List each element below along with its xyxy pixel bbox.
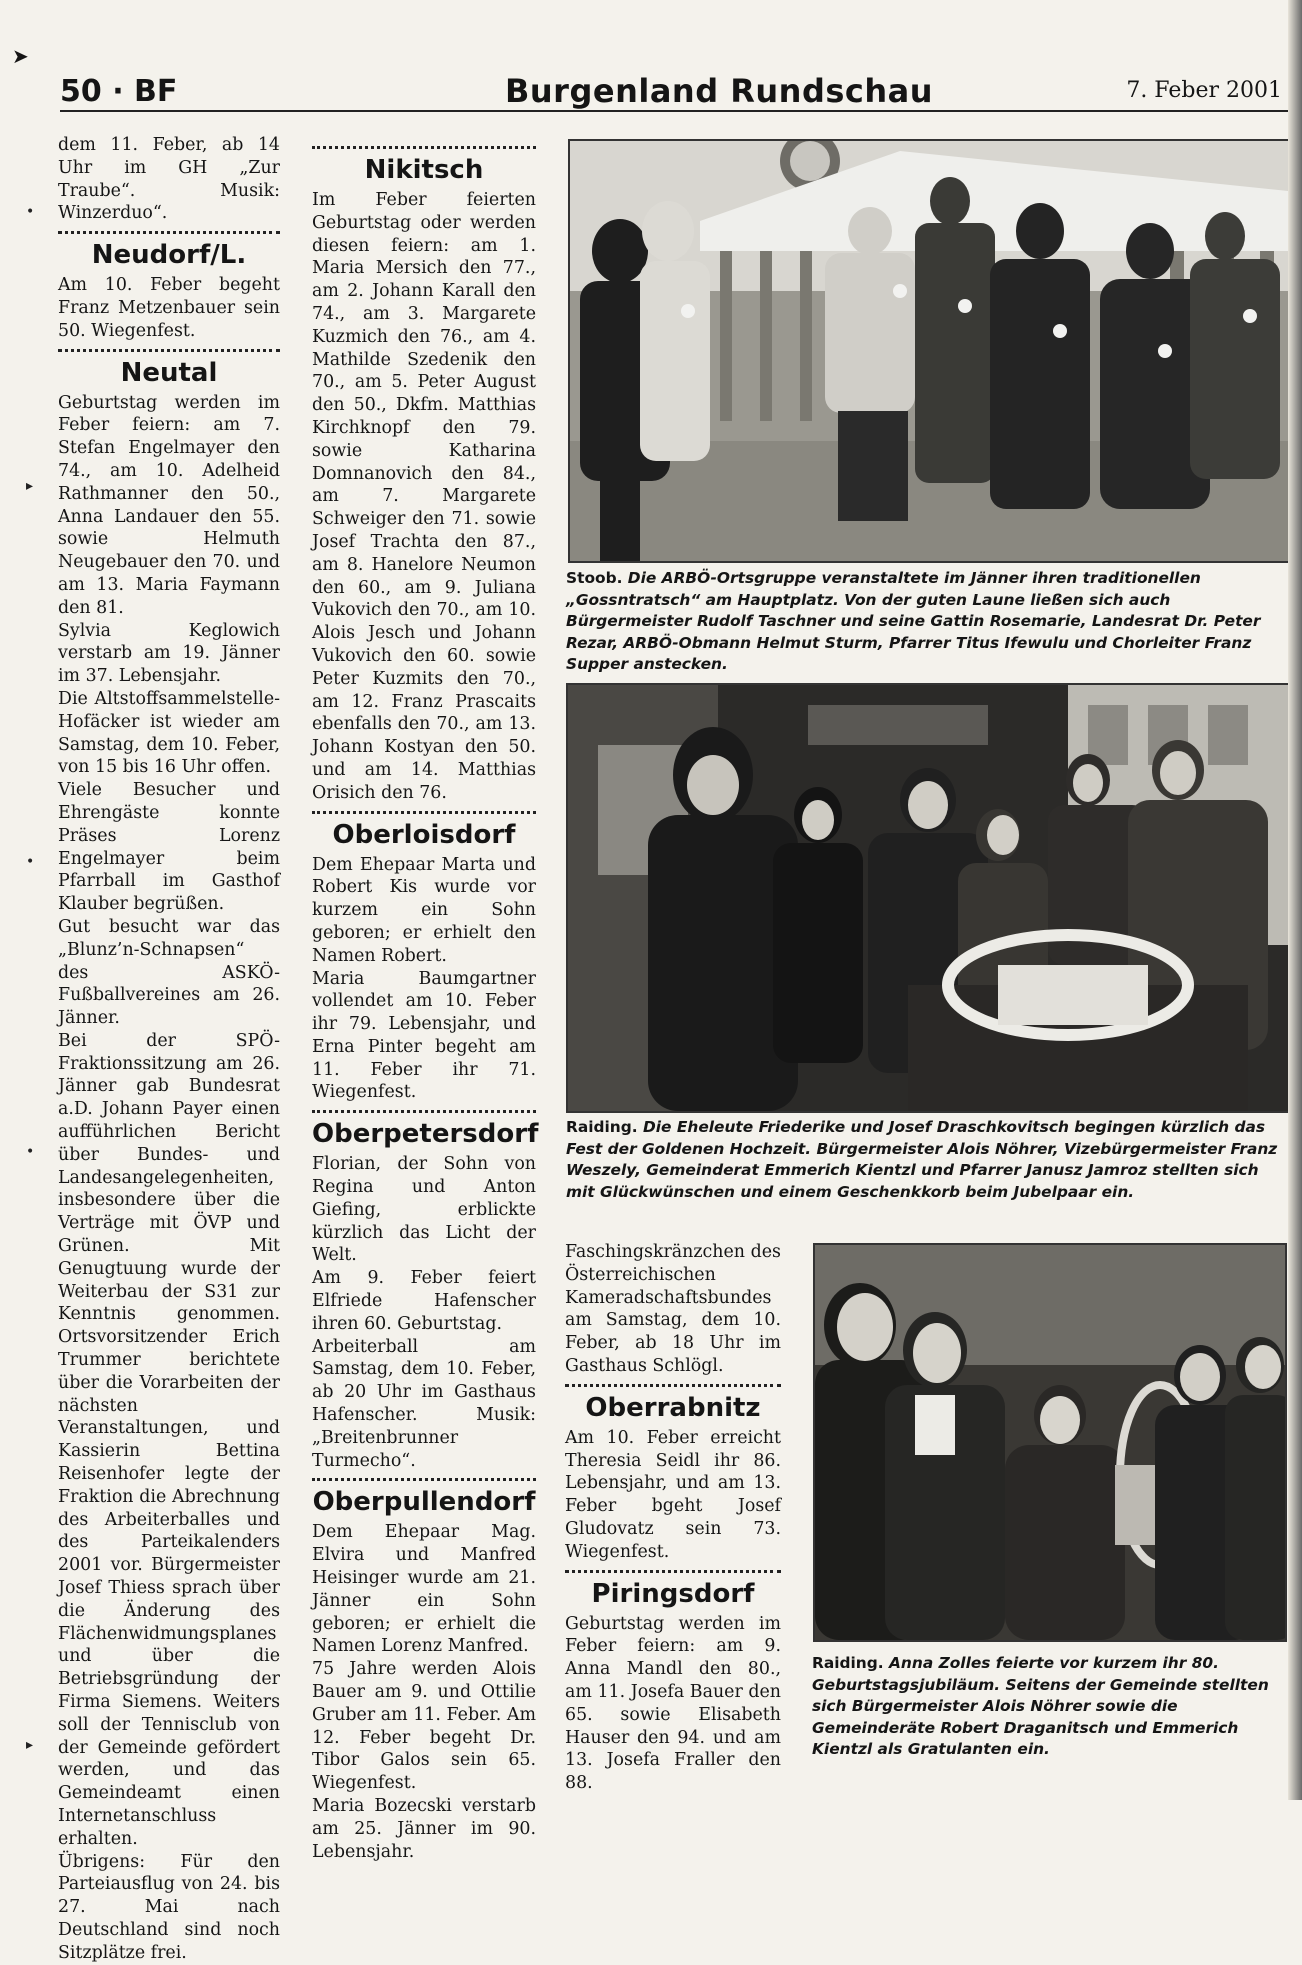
caption-stoob <box>566 568 1288 676</box>
page-number: 50 · BF <box>60 74 178 109</box>
section-divider <box>312 1478 536 1481</box>
margin-bullet-icon: • <box>26 1144 35 1160</box>
photo-raiding-birthday <box>813 1243 1287 1642</box>
text-kameradschaftsbund: Faschingskränzchen des Österreichischen Kameradschaftsbundes am Samstag, dem 10. Feber, ab 18 Uhr im Gasthaus Schlögl. <box>565 1242 781 1376</box>
text-oberpetersdorf-ball: Arbeiterball am Samstag, dem 10. Feber, ab 20 Uhr im Gasthaus Hafenscher. Musik: „Breitenbrunner Turmecho“. <box>312 1336 536 1471</box>
column-2 <box>312 134 539 1863</box>
section-divider <box>312 811 536 814</box>
caption-place-raiding: Raiding. <box>566 1118 638 1136</box>
section-divider <box>58 231 280 234</box>
heading-oberloisdorf: Oberloisdorf <box>332 819 516 850</box>
margin-bullet-icon: • <box>26 854 35 870</box>
heading-nikitsch: Nikitsch <box>364 155 484 185</box>
text-neutal-altstoff: Die Altstoffsammelstelle-Hofäcker ist wieder am Samstag, dem 10. Feber, von 15 bis 16 Uhr offen. <box>58 688 280 778</box>
section-divider <box>58 349 280 352</box>
page-header <box>60 70 1288 112</box>
caption-raiding-birthday <box>812 1653 1288 1761</box>
heading-oberrabnitz: Oberrabnitz <box>585 1392 761 1423</box>
caption-raiding-wedding <box>566 1117 1288 1203</box>
margin-arrow-icon: ▸ <box>26 1737 34 1753</box>
heading-oberpetersdorf: Oberpetersdorf <box>312 1119 539 1150</box>
heading-oberpullendorf: Oberpullendorf <box>312 1487 536 1518</box>
text-oberpullendorf-birthdays: 75 Jahre werden Alois Bauer am 9. und Ottilie Gruber am 11. Feber. Am 12. Feber begeht Dr. Tibor Galos sein 65. Wiegenfest. <box>312 1659 536 1794</box>
heading-piringsdorf: Piringsdorf <box>591 1578 755 1609</box>
text-oberpullendorf-obituary: Maria Bozecski verstarb am 25. Jänner im 90. Lebensjahr. <box>312 1796 536 1862</box>
section-divider <box>312 1110 536 1113</box>
text-neutal-pfarrball: Viele Besucher und Ehrengäste konnte Präses Lorenz Engelmayer beim Pfarrball im Gasthof Klauber begrüßen. <box>58 780 280 915</box>
section-divider <box>565 1384 781 1387</box>
text-oberloisdorf-birthdays: Maria Baumgartner vollendet am 10. Feber ihr 79. Lebensjahr, und Erna Pinter begeht am 11. Feber ihr 71. Wiegenfest. <box>312 968 536 1103</box>
text-oberpullendorf-birth: Dem Ehepaar Mag. Elvira und Manfred Heisinger wurde am 21. Jänner ein Sohn geboren; er erhielt die Namen Lorenz Manfred. <box>312 1522 536 1657</box>
publication-title: Burgenland Rundschau <box>505 72 934 110</box>
section-divider <box>312 146 536 149</box>
scan-edge-shadow <box>1288 0 1302 1800</box>
text-nikitsch: Im Feber feierten Geburtstag oder werden diesen feiern: am 1. Maria Mersich den 77., am 2. Johann Karall den 74., am 3. Margarete Kuzmich den 76., am 4. Mathilde Szedenik den 70., am 5. Peter August den 50., Dkfm. Matthias Kirchknopf den 79. sowie Katharina Domnanovich den 84., am 7. Margarete Schweiger den 71. sowie Josef Trachta den 87., am 8. Hanelore Neumon den 60., am 9. Juliana Vukovich den 70., am 10. Alois Jesch und Johann Vukovich den 60. sowie Peter Kuzmits den 70., am 12. Franz Prascaits ebenfalls den 70., am 13. Johann Kostyan den 50. und am 14. Matthias Orisich den 76. <box>312 190 536 803</box>
text-neutal-birthdays: Geburtstag werden im Feber feiern: am 7. Stefan Engelmayer den 74., am 10. Adelheid Rathmanner den 50., Anna Landauer den 55. sowie Helmuth Neugebauer den 70. und am 13. Maria Faymann den 81. <box>58 392 280 618</box>
caption-place-stoob: Stoob. <box>566 569 623 587</box>
margin-bullet-icon: • <box>26 204 35 220</box>
text-neudorf: Am 10. Feber begeht Franz Metzenbauer sein 50. Wiegenfest. <box>58 275 280 341</box>
text-piringsdorf: Geburtstag werden im Feber feiern: am 9. Anna Mandl den 80., am 11. Josefa Bauer den 65. sowie Elisabeth Hauser den 94. und am 13. Josefa Fraller den 88. <box>565 1613 781 1794</box>
caption-place-raiding-2: Raiding. <box>812 1654 884 1672</box>
section-divider <box>565 1570 781 1573</box>
margin-arrow-icon: ▸ <box>26 478 34 494</box>
column-3 <box>565 1241 781 1795</box>
page-corner-mark-icon: ➤ <box>12 44 29 68</box>
issue-date: 7. Feber 2001 <box>1126 78 1282 103</box>
photo-stoob-gossntratsch <box>568 139 1290 563</box>
text-neutal-ausflug: Übrigens: Für den Parteiausflug von 24. bis 27. Mai nach Deutschland sind noch Sitzplätze frei. <box>58 1851 280 1963</box>
heading-neutal: Neutal <box>120 357 218 388</box>
text-neutal-schnapsen: Gut besucht war das „Blunz’n-Schnapsen“ des ASKÖ-Fußballvereines am 26. Jänner. <box>58 916 280 1029</box>
text-oberloisdorf-birth: Dem Ehepaar Marta und Robert Kis wurde vor kurzem ein Sohn geboren; er erhielt den Namen Robert. <box>312 854 536 966</box>
text-neutal-spoe: Bei der SPÖ-Fraktionssitzung am 26. Jänner gab Bundesrat a.D. Johann Payer einen aufführlichen Bericht über Bundes- und Landesangelegenheiten, insbesondere über die Verträge mit ÖVP und Grünen. Mit Genugtuung wurde der Weiterbau der S31 zur Kenntnis genommen. Ortsvorsitzender Erich Trummer berichtete über die Vorarbeiten der nächsten Veranstaltungen, und Kassierin Bettina Reisenhofer legte der Fraktion die Abrechnung des Arbeiterballes und des Parteikalenders 2001 vor. Bürgermeister Josef Thiess sprach über die Änderung des Flächenwidmungsplanes und über die Betriebsgründung der Firma Siemens. Weiters soll der Tennisclub von der Gemeinde gefördert werden, und das Gemeindeamt einen Internetanschluss erhalten. <box>58 1030 280 1849</box>
text-oberpetersdorf-birthday: Am 9. Feber feiert Elfriede Hafenscher ihren 60. Geburtstag. <box>312 1268 536 1334</box>
article-continuation: dem 11. Feber, ab 14 Uhr im GH „Zur Traube“. Musik: Winzerduo“. <box>58 135 280 224</box>
text-oberpetersdorf-birth: Florian, der Sohn von Regina und Anton Giefing, erblickte kürzlich das Licht der Welt. <box>312 1154 536 1266</box>
text-neutal-obituary: Sylvia Keglowich verstarb am 19. Jänner im 37. Lebensjahr. <box>58 620 280 687</box>
photo-raiding-golden-wedding <box>566 683 1290 1113</box>
caption-text-raiding-wedding: Die Eheleute Friederike und Josef Draschkovitsch begingen kürzlich das Fest der Goldenen Hochzeit. Bürgermeister Alois Nöhrer, Vizebürgermeister Franz Weszely, Gemeinderat Emmerich Kientzl und Pfarrer Janusz Jamroz stellten sich mit Glückwünschen und einem Geschenkkorb beim Jubelpaar ein. <box>566 1118 1278 1201</box>
column-1 <box>58 134 280 1965</box>
caption-text-raiding-birthday: Anna Zolles feierte vor kurzem ihr 80. Geburtstagsjubiläum. Seitens der Gemeinde stellten sich Bürgermeister Alois Nöhrer sowie die Gemeinderäte Robert Draganitsch und Emmerich Kientzl als Gratulanten ein. <box>812 1654 1269 1758</box>
text-oberrabnitz: Am 10. Feber erreicht Theresia Seidl ihr 86. Lebensjahr, und am 13. Feber bgeht Josef Gludovatz sein 73. Wiegenfest. <box>565 1427 781 1562</box>
caption-text-stoob: Die ARBÖ-Ortsgruppe veranstaltete im Jänner ihren traditionellen „Gossntratsch“ am Hauptplatz. Von der guten Laune ließen sich auch Bürgermeister Rudolf Taschner und seine Gattin Rosemarie, Landesrat Dr. Peter Rezar, ARBÖ-Obmann Helmut Sturm, Pfarrer Titus Ifewulu und Chorleiter Franz Supper anstecken. <box>566 569 1261 673</box>
heading-neudorf: Neudorf/L. <box>91 240 247 271</box>
